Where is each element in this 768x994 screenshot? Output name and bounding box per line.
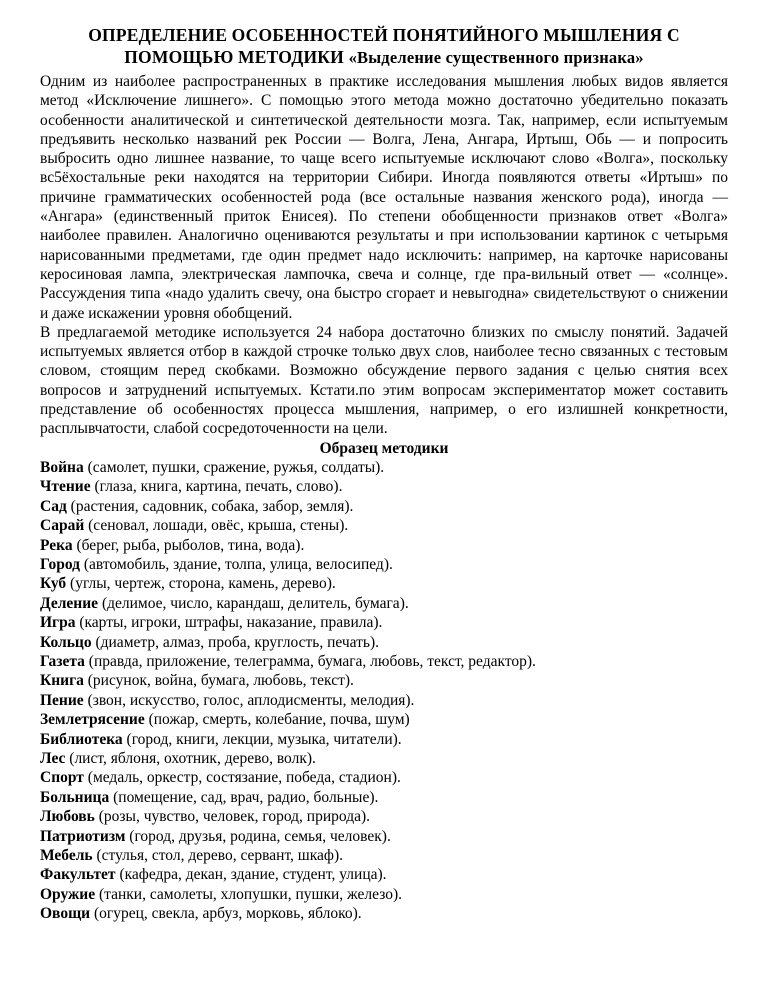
list-item-words: (лист, яблоня, охотник, дерево, волк). bbox=[69, 750, 316, 768]
list-item bbox=[40, 788, 728, 807]
list-item-words: (огурец, свекла, арбуз, морковь, яблоко). bbox=[93, 905, 362, 923]
list-item-term: Пение bbox=[40, 691, 84, 709]
list-item bbox=[40, 613, 728, 632]
list-item bbox=[40, 652, 728, 671]
list-item-words: (правда, приложение, телеграмма, бумага, любовь, текст, редактор). bbox=[88, 653, 536, 670]
list-item-words: (диаметр, алмаз, проба, круглость, печать). bbox=[95, 633, 380, 651]
list-item bbox=[40, 730, 728, 749]
list-item bbox=[40, 574, 728, 593]
list-item bbox=[40, 594, 728, 613]
list-item-term: Газета bbox=[40, 653, 85, 670]
list-item bbox=[40, 768, 728, 787]
list-item bbox=[40, 865, 728, 884]
list-item-term: Овощи bbox=[40, 905, 91, 923]
list-item-term: Факультет bbox=[40, 866, 116, 884]
list-item-words: (танки, самолеты, хлопушки, пушки, железо). bbox=[98, 885, 403, 903]
list-item bbox=[40, 710, 728, 729]
list-item bbox=[40, 807, 728, 826]
paragraph-method-description: Одним из наиболее распространенных в практике исследования мышления любых видов является метод «Исключение лишнего». С помощью этого метода можно достаточно убедительно показать особенности аналитической и синтетической деятельности мозга. Так, например, если испытуемым предъявить несколько названий рек России — Волга, Лена, Ангара, Иртыш, Обь — и попросить выбросить одно лишнее название, то чаще всего испытуемые исключают слово «Волга», поскольку вс5ёхостальные реки находятся на территории Сибири. Иногда появляются ответы «Иртыш» по причине грамматических особенностей рода (все остальные названия женского рода), иногда — «Ангара» (единственный приток Енисея). По степени обобщенности признаков ответ «Волга» наиболее правилен. Аналогично оцениваются результаты и при использовании картинок с четырьмя нарисованными предметами, где один предмет надо исключить: например, на карточке нарисованы керосиновая лампа, электрическая лампочка, свеча и солнце, где пра-вильный ответ — «солнце». Рассуждения типа «надо удалить свечу, она быстро сгорает и невыгодна» свидетельствуют о снижении и даже искажении уровня обобщений. bbox=[40, 73, 728, 322]
list-item bbox=[40, 477, 728, 496]
list-item bbox=[40, 671, 728, 690]
list-item bbox=[40, 516, 728, 535]
list-item-term: Город bbox=[40, 555, 81, 573]
list-item-term: Лес bbox=[40, 750, 66, 768]
list-item-term: Кольцо bbox=[40, 633, 92, 651]
list-item-words: (город, друзья, родина, семья, человек). bbox=[129, 827, 391, 845]
list-item bbox=[40, 749, 728, 768]
list-item-term: Книга bbox=[40, 672, 84, 690]
list-item-words: (растения, садовник, собака, забор, земля). bbox=[70, 497, 354, 515]
list-item bbox=[40, 904, 728, 923]
list-item-words: (пожар, смерть, колебание, почва, шум) bbox=[148, 711, 410, 729]
section-heading-sample: Образец методики bbox=[319, 439, 449, 457]
list-item-term: Спорт bbox=[40, 769, 84, 787]
list-item-words: (звон, искусство, голос, аплодисменты, мелодия). bbox=[87, 691, 415, 709]
list-item-term: Деление bbox=[40, 594, 99, 612]
list-item bbox=[40, 633, 728, 652]
list-item-words: (карты, игроки, штрафы, наказание, правила). bbox=[79, 614, 383, 632]
list-item bbox=[40, 691, 728, 710]
list-item-term: Игра bbox=[40, 614, 76, 632]
list-item bbox=[40, 536, 728, 555]
list-item-term: Сад bbox=[40, 497, 67, 515]
list-item-term: Война bbox=[40, 458, 84, 476]
list-item-words: (стулья, стол, дерево, сервант, шкаф). bbox=[96, 847, 343, 865]
list-item bbox=[40, 846, 728, 865]
list-item-words: (автомобиль, здание, толпа, улица, велосипед). bbox=[83, 555, 393, 573]
list-item-term: Оружие bbox=[40, 885, 96, 903]
paragraph-methodic-task: В предлагаемой методике используется 24 набора достаточно близких по смыслу понятий. Задачей испытуемых является отбор в каждой строчке только двух слов, наиболее тесно связанных с тестовым словом, стоящим перед скобками. Возможно обсуждение первого задания с целью снятия всех вопросов и затруднений испытуемых. Кстати.по этим вопросам экспериментатор может составить представление об особенностях процесса мышления, например, о его излишней конкретности, расплывчатости, слабой сосредоточенности на цели. bbox=[40, 323, 728, 438]
list-item bbox=[40, 827, 728, 846]
list-item-term: Землетрясение bbox=[40, 711, 145, 729]
list-item bbox=[40, 458, 728, 477]
document-title-main: ОПРЕДЕЛЕНИЕ ОСОБЕННОСТЕЙ ПОНЯТИЙНОГО МЫШЛЕНИЯ С ПОМОЩЬЮ МЕТОДИКИ bbox=[88, 25, 680, 67]
list-item-words: (помещение, сад, врач, радио, больные). bbox=[113, 788, 379, 806]
list-item bbox=[40, 497, 728, 516]
list-item-words: (глаза, книга, картина, печать, слово). bbox=[94, 478, 343, 496]
list-item-term: Библиотека bbox=[40, 730, 123, 748]
list-item-term: Мебель bbox=[40, 847, 93, 865]
list-item-words: (город, книги, лекции, музыка, читатели). bbox=[126, 730, 402, 748]
list-item-words: (розы, чувство, человек, город, природа). bbox=[98, 808, 370, 826]
list-item-term: Куб bbox=[40, 575, 67, 593]
list-item-term: Больница bbox=[40, 788, 110, 806]
document-title bbox=[40, 24, 728, 69]
list-item-words: (рисунок, война, бумага, любовь, текст). bbox=[87, 672, 354, 690]
methodics-list bbox=[40, 458, 728, 924]
list-item bbox=[40, 555, 728, 574]
list-item bbox=[40, 885, 728, 904]
list-item-words: (берег, рыба, рыболов, тина, вода). bbox=[76, 536, 305, 554]
list-item-term: Чтение bbox=[40, 478, 91, 496]
list-item-words: (углы, чертеж, сторона, камень, дерево). bbox=[70, 575, 336, 593]
list-item-words: (делимое, число, карандаш, делитель, бумага). bbox=[101, 594, 409, 612]
list-item-term: Любовь bbox=[40, 808, 95, 826]
list-item-words: (самолет, пушки, сражение, ружья, солдаты). bbox=[87, 458, 385, 476]
document-subtitle: «Выделение существенного признака» bbox=[348, 48, 644, 67]
list-item-term: Сарай bbox=[40, 517, 85, 535]
list-item-words: (кафедра, декан, здание, студент, улица). bbox=[119, 866, 387, 884]
list-item-term: Река bbox=[40, 536, 73, 554]
list-item-term: Патриотизм bbox=[40, 827, 126, 845]
list-item-words: (медаль, оркестр, состязание, победа, стадион). bbox=[87, 769, 401, 787]
list-item-words: (сеновал, лошади, овёс, крыша, стены). bbox=[88, 517, 349, 535]
